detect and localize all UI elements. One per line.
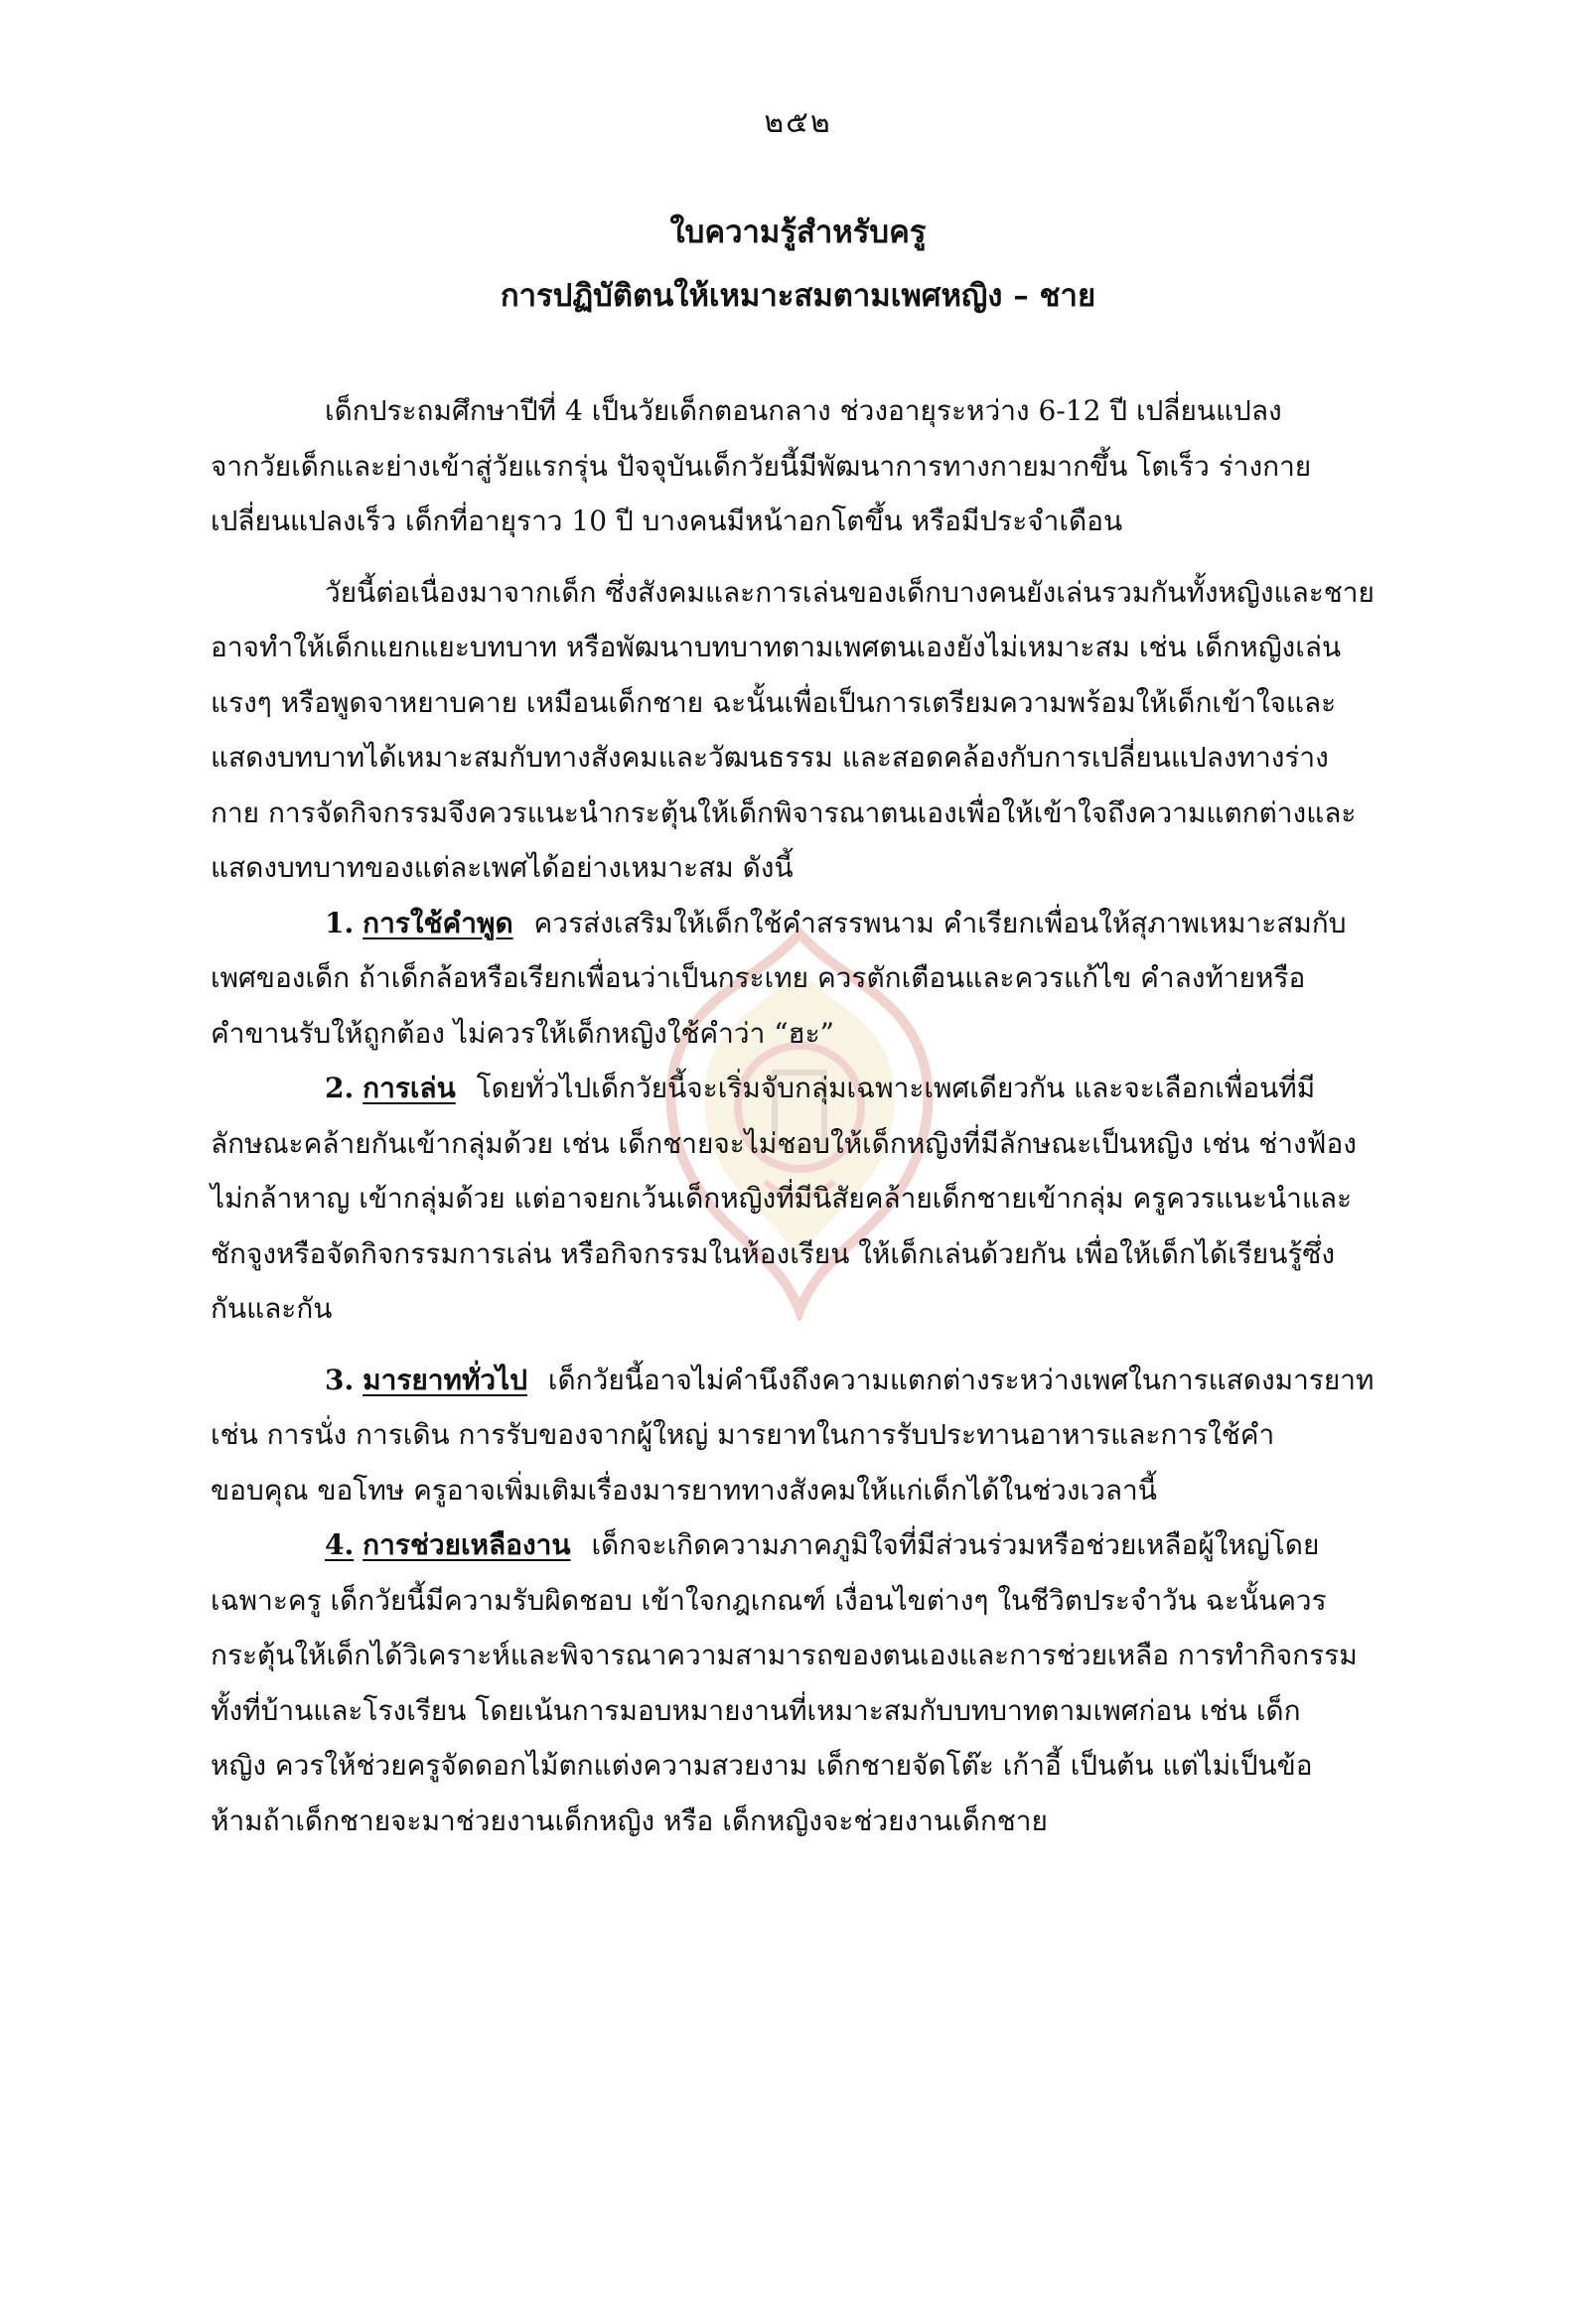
document-body [211,383,1387,1848]
paragraph-line: หญิง ควรให้ช่วยครูจัดดอกไม้ตกแต่งความสวยงาม เด็กชายจัดโต๊ะ เก้าอี้ เป็นต้น แต่ไม่เป็นข้อ [211,1749,1313,1782]
section-1-first-line [211,896,1387,951]
section-number: 3. [325,1363,355,1396]
paragraph-line: วัยนี้ต่อเนื่องมาจากเด็ก ซึ่งสังคมและการเล่นของเด็กบางคนยังเล่นรวมกันทั้งหญิงและชาย [325,575,1375,609]
paragraph-line: จากวัยเด็กและย่างเข้าสู่วัยแรกรุ่น ปัจจุบันเด็กวัยนี้มีพัฒนาการทางกายมากขึ้น โตเร็ว ร่างกาย [211,449,1312,483]
section-heading: การใช้คำพูด [363,906,513,939]
paragraph-line: กาย การจัดกิจกรรมจึงควรแนะนำกระตุ้นให้เด็กพิจารณาตนเองเพื่อให้เข้าใจถึงความแตกต่างและ [211,795,1357,829]
paragraph-line: แสดงบทบาทได้เหมาะสมกับทางสังคมและวัฒนธรรม และสอดคล้องกับการเปลี่ยนแปลงทางร่าง [211,741,1329,774]
paragraph-line: เพศของเด็ก ถ้าเด็กล้อหรือเรียกเพื่อนว่าเป็นกระเทย ควรตักเตือนและควรแก้ไข คำลงท้ายหรือ [211,961,1306,994]
paragraph-line: กันและกัน [211,1292,333,1325]
section-number: 1. [325,906,355,939]
section-text: เด็กจะเกิดความภาคภูมิใจที่มีส่วนร่วมหรือช่วยเหลือผู้ใหญ่โดย [591,1528,1320,1561]
paragraph-line: ขอบคุณ ขอโทษ ครูอาจเพิ่มเติมเรื่องมารยาททางสังคมให้แก่เด็กได้ในช่วงเวลานี้ [211,1473,1157,1507]
section-text: โดยทั่วไปเด็กวัยนี้จะเริ่มจับกลุ่มเฉพาะเพศเดียวกัน และจะเลือกเพื่อนที่มี [476,1072,1316,1104]
paragraph-line: ทั้งที่บ้านและโรงเรียน โดยเน้นการมอบหมายงานที่เหมาะสมกับบทบาทตามเพศก่อน เช่น เด็ก [211,1693,1301,1727]
section-3-first-line [211,1353,1387,1408]
paragraph-line: เฉพาะครู เด็กวัยนี้มีความรับผิดชอบ เข้าใจกฎเกณฑ์ เงื่อนไขต่างๆ ในชีวิตประจำวัน ฉะนั้นควร [211,1583,1327,1617]
page-number: ๒๕๒ [764,105,832,140]
paragraph-line: ห้ามถ้าเด็กชายจะมาช่วยงานเด็กหญิง หรือ เด็กหญิงจะช่วยงานเด็กชาย [211,1803,1048,1837]
section-heading: การช่วยเหลืองาน [363,1528,571,1561]
section-text: ควรส่งเสริมให้เด็กใช้คำสรรพนาม คำเรียกเพื่อนให้สุภาพเหมาะสมกับ [533,906,1347,939]
paragraph-line: เช่น การนั่ง การเดิน การรับของจากผู้ใหญ่ มารยาทในการรับประทานอาหารและการใช้คำ [211,1418,1275,1451]
document-subtitle: การปฏิบัติตนให้เหมาะสมตามเพศหญิง – ชาย [500,278,1096,314]
section-4-first-line [211,1517,1387,1573]
paragraph-line: เปลี่ยนแปลงเร็ว เด็กที่อายุราว 10 ปี บางคนมีหน้าอกโตขึ้น หรือมีประจำเดือน [211,504,1123,537]
paragraph-line: ชักจูงหรือจัดกิจกรรมการเล่น หรือกิจกรรมในห้องเรียน ให้เด็กเล่นด้วยกัน เพื่อให้เด็กได้เรียนรู้ซึ่ง [211,1236,1336,1270]
paragraph-line: คำขานรับให้ถูกต้อง ไม่ควรให้เด็กหญิงใช้คำว่า “ฮะ” [211,1016,834,1050]
paragraph-line: ไม่กล้าหาญ เข้ากลุ่มด้วย แต่อาจยกเว้นเด็กหญิงที่มีนิสัยคล้ายเด็กชายเข้ากลุ่ม ครูควรแนะนำและ [211,1182,1353,1215]
paragraph-line: อาจทำให้เด็กแยกแยะบทบาท หรือพัฒนาบทบาทตามเพศตนเองยังไม่เหมาะสม เช่น เด็กหญิงเล่น [211,631,1342,663]
section-text: เด็กวัยนี้อาจไม่คำนึงถึงความแตกต่างระหว่างเพศในการแสดงมารยาท [547,1363,1375,1396]
section-heading: มารยาททั่วไป [363,1363,527,1396]
section-number: 4. [325,1528,355,1561]
paragraph-line: แรงๆ หรือพูดจาหยาบคาย เหมือนเด็กชาย ฉะนั้นเพื่อเป็นการเตรียมความพร้อมให้เด็กเข้าใจและ [211,685,1337,719]
paragraph-line: ลักษณะคล้ายกันเข้ากลุ่มด้วย เช่น เด็กชายจะไม่ชอบให้เด็กหญิงที่มีลักษณะเป็นหญิง เช่น ช่างฟ้อง [211,1126,1357,1160]
paragraph-line: แสดงบทบาทของแต่ละเพศได้อย่างเหมาะสม ดังนี้ [211,851,794,884]
section-number: 2. [325,1072,355,1104]
paragraph-line: กระตุ้นให้เด็กได้วิเคราะห์และพิจารณาความสามารถของตนเองและการช่วยเหลือ การทำกิจกรรม [211,1639,1358,1671]
paragraph-line: เด็กประถมศึกษาปีที่ 4 เป็นวัยเด็กตอนกลาง ช่วงอายุระหว่าง 6-12 ปี เปลี่ยนแปลง [325,394,1282,427]
document-title: ใบความรู้สำหรับครู [669,215,927,250]
section-2-first-line [211,1061,1387,1116]
section-heading: การเล่น [363,1072,456,1104]
